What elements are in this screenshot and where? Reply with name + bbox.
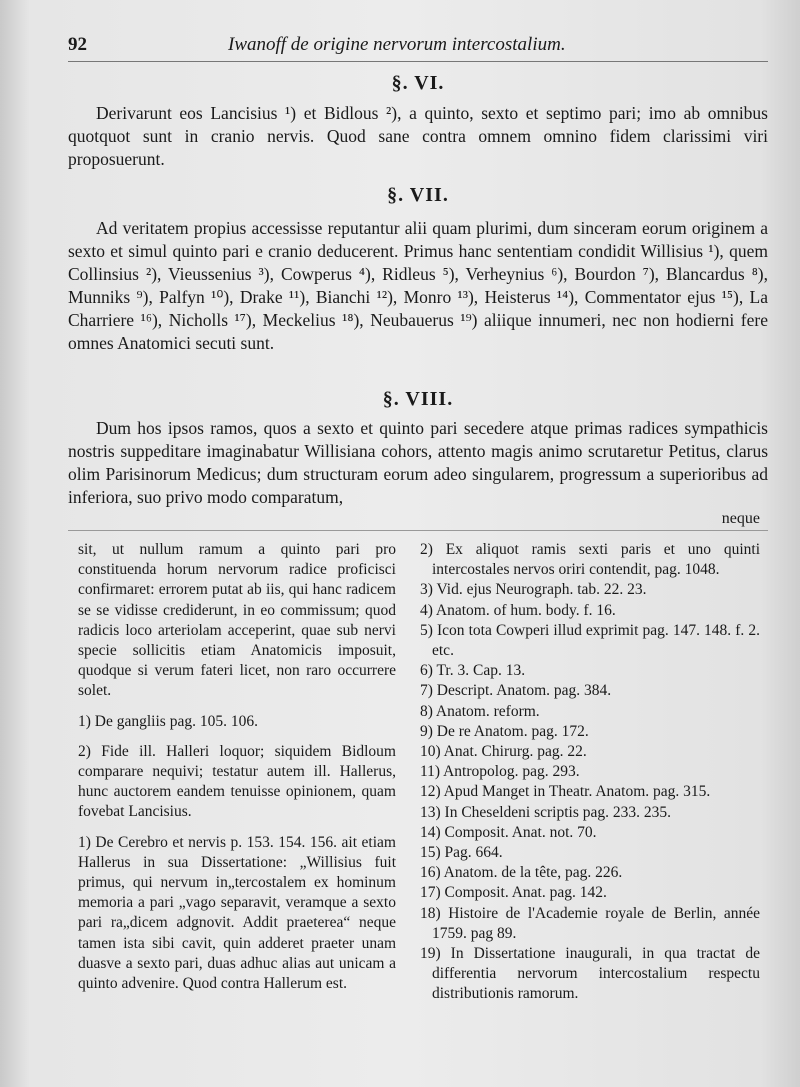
section-viii-text: Dum hos ipsos ramos, quos a sexto et quinto pari secedere atque primas radices sympathicis nostris suppeditare imaginabatur Willisiana cohors, attento magis animo scrutaretur Petitus, clarus olim Parisinorum Medicus; dum structuram eorum adeo singularem, progressum a superioribus ad inferiora, suo privo modo comparatum, bbox=[68, 418, 768, 507]
catchword: neque bbox=[721, 510, 760, 527]
section-vi-heading: §. VI. bbox=[391, 72, 445, 94]
continuation-text: sit, ut nullum ramum a quinto pari pro constituenda horum nervorum radice proficisci confirmaret: errorem putat ab iis, qui hanc radicem se se vidisse crediderunt, in eo commissum; quod radicis loco arteriolam acceperint, quae sub nervi specie sollicitis etiam Anatomicis imposuit, quodque si verum fateri licet, non raro occurrere solet. bbox=[78, 541, 396, 700]
footnote-vii-9: 9) De re Anatom. pag. 172. bbox=[420, 722, 589, 740]
footnote-vi-1: 1) De gangliis pag. 105. 106. bbox=[78, 712, 258, 730]
footnote-vii-14: 14) Composit. Anat. not. 70. bbox=[420, 823, 597, 841]
running-header bbox=[68, 34, 768, 60]
footnote-vii-18: 18) Histoire de l'Academie royale de Berlin, année 1759. pag 89. bbox=[420, 904, 760, 942]
footnote-vii-4: 4) Anatom. of hum. body. f. 16. bbox=[420, 601, 616, 619]
footnote-vii-1: 1) De Cerebro et nervis p. 153. 154. 156. ait etiam Hallerus in sua Dissertatione: „Willisius fuit primus, qui nervum in„tercostalem ex hominum memoria a pari „vago separavit, veramque a sexto pari ra„dicem adgnovit. Addit praeterea“ neque tamen ista sibi cavit, quin adderet praeter unam duasve a sexto pari, duas adhuc alias aut unicam a quinto advenire. Quod contra Hallerum est. bbox=[78, 833, 396, 993]
footnote-vii-10: 10) Anat. Chirurg. pag. 22. bbox=[420, 743, 587, 761]
section-vii-text: Ad veritatem propius accessisse reputantur alii quam plurimi, dum sinceram eorum originem a sexto et simul quinto pari e cranio deducerent. Primus hanc sententiam condidit Willisius ¹), quem Collinsius ²), Vieussenius ³), Cowperus ⁴), Ridleus ⁵), Verheynius ⁶), Bourdon ⁷), Blancardus ⁸), Munniks ⁹), Palfyn ¹⁰), Drake ¹¹), Bianchi ¹²), Monro ¹³), Heisterus ¹⁴), Commentator ejus ¹⁵), La Charriere ¹⁶), Nicholls ¹⁷), Meckelius ¹⁸), Neubauerus ¹⁹) aliique innumeri, nec non hodierni fere omnes Anatomici secuti sunt. bbox=[68, 218, 768, 353]
footnote-vii-12: 12) Apud Manget in Theatr. Anatom. pag. 315. bbox=[420, 783, 711, 801]
section-vi-text: Derivarunt eos Lancisius ¹) et Bidlous ²), a quinto, sexto et septimo pari; imo ab omnibus quotquot sunt in cranio nervis. Quod sane contra omnem omnino fidem clarissimi viri proposuerunt. bbox=[68, 103, 768, 169]
footnote-vii-13: 13) In Cheseldeni scriptis pag. 233. 235. bbox=[420, 803, 671, 821]
footnote-vii-16: 16) Anatom. de la tête, pag. 226. bbox=[420, 864, 623, 882]
footnote-vii-19: 19) In Dissertatione inaugurali, in qua tractat de differentia nervorum intercostalium respectu distributionis ramorum. bbox=[420, 945, 760, 1003]
footnote-vi-2: 2) Fide ill. Halleri loquor; siquidem Bidloum comparare nequivi; testatur autem ill. Hallerus, hunc auctorem eandem tenuisse opinionem, quam fovebat Lancisius. bbox=[78, 742, 396, 821]
footnote-divider bbox=[68, 530, 768, 531]
left-column bbox=[78, 540, 396, 1004]
right-column bbox=[420, 540, 760, 1005]
section-vii-heading: §. VII. bbox=[387, 184, 449, 206]
footnote-vii-6: 6) Tr. 3. Cap. 13. bbox=[420, 662, 526, 680]
footnote-vii-17: 17) Composit. Anat. pag. 142. bbox=[420, 884, 607, 902]
header-divider bbox=[68, 61, 768, 62]
footnote-vii-3: 3) Vid. ejus Neurograph. tab. 22. 23. bbox=[420, 581, 647, 599]
footnote-vii-5: 5) Icon tota Cowperi illud exprimit pag. 147. 148. f. 2. etc. bbox=[420, 621, 760, 660]
footnote-vii-7: 7) Descript. Anatom. pag. 384. bbox=[420, 682, 612, 700]
page-number: 92 bbox=[68, 34, 87, 55]
running-title: Iwanoff de origine nervorum intercostalium. bbox=[228, 34, 566, 55]
footnote-vii-2: 2) Ex aliquot ramis sexti paris et uno quinti intercostales nervos oriri contendit, pag. 1048. bbox=[420, 541, 760, 579]
footnote-vii-8: 8) Anatom. reform. bbox=[420, 702, 540, 720]
footnote-vii-15: 15) Pag. 664. bbox=[420, 844, 503, 862]
section-viii-heading: §. VIII. bbox=[382, 388, 454, 410]
footnote-vii-11: 11) Antropolog. pag. 293. bbox=[420, 763, 580, 781]
